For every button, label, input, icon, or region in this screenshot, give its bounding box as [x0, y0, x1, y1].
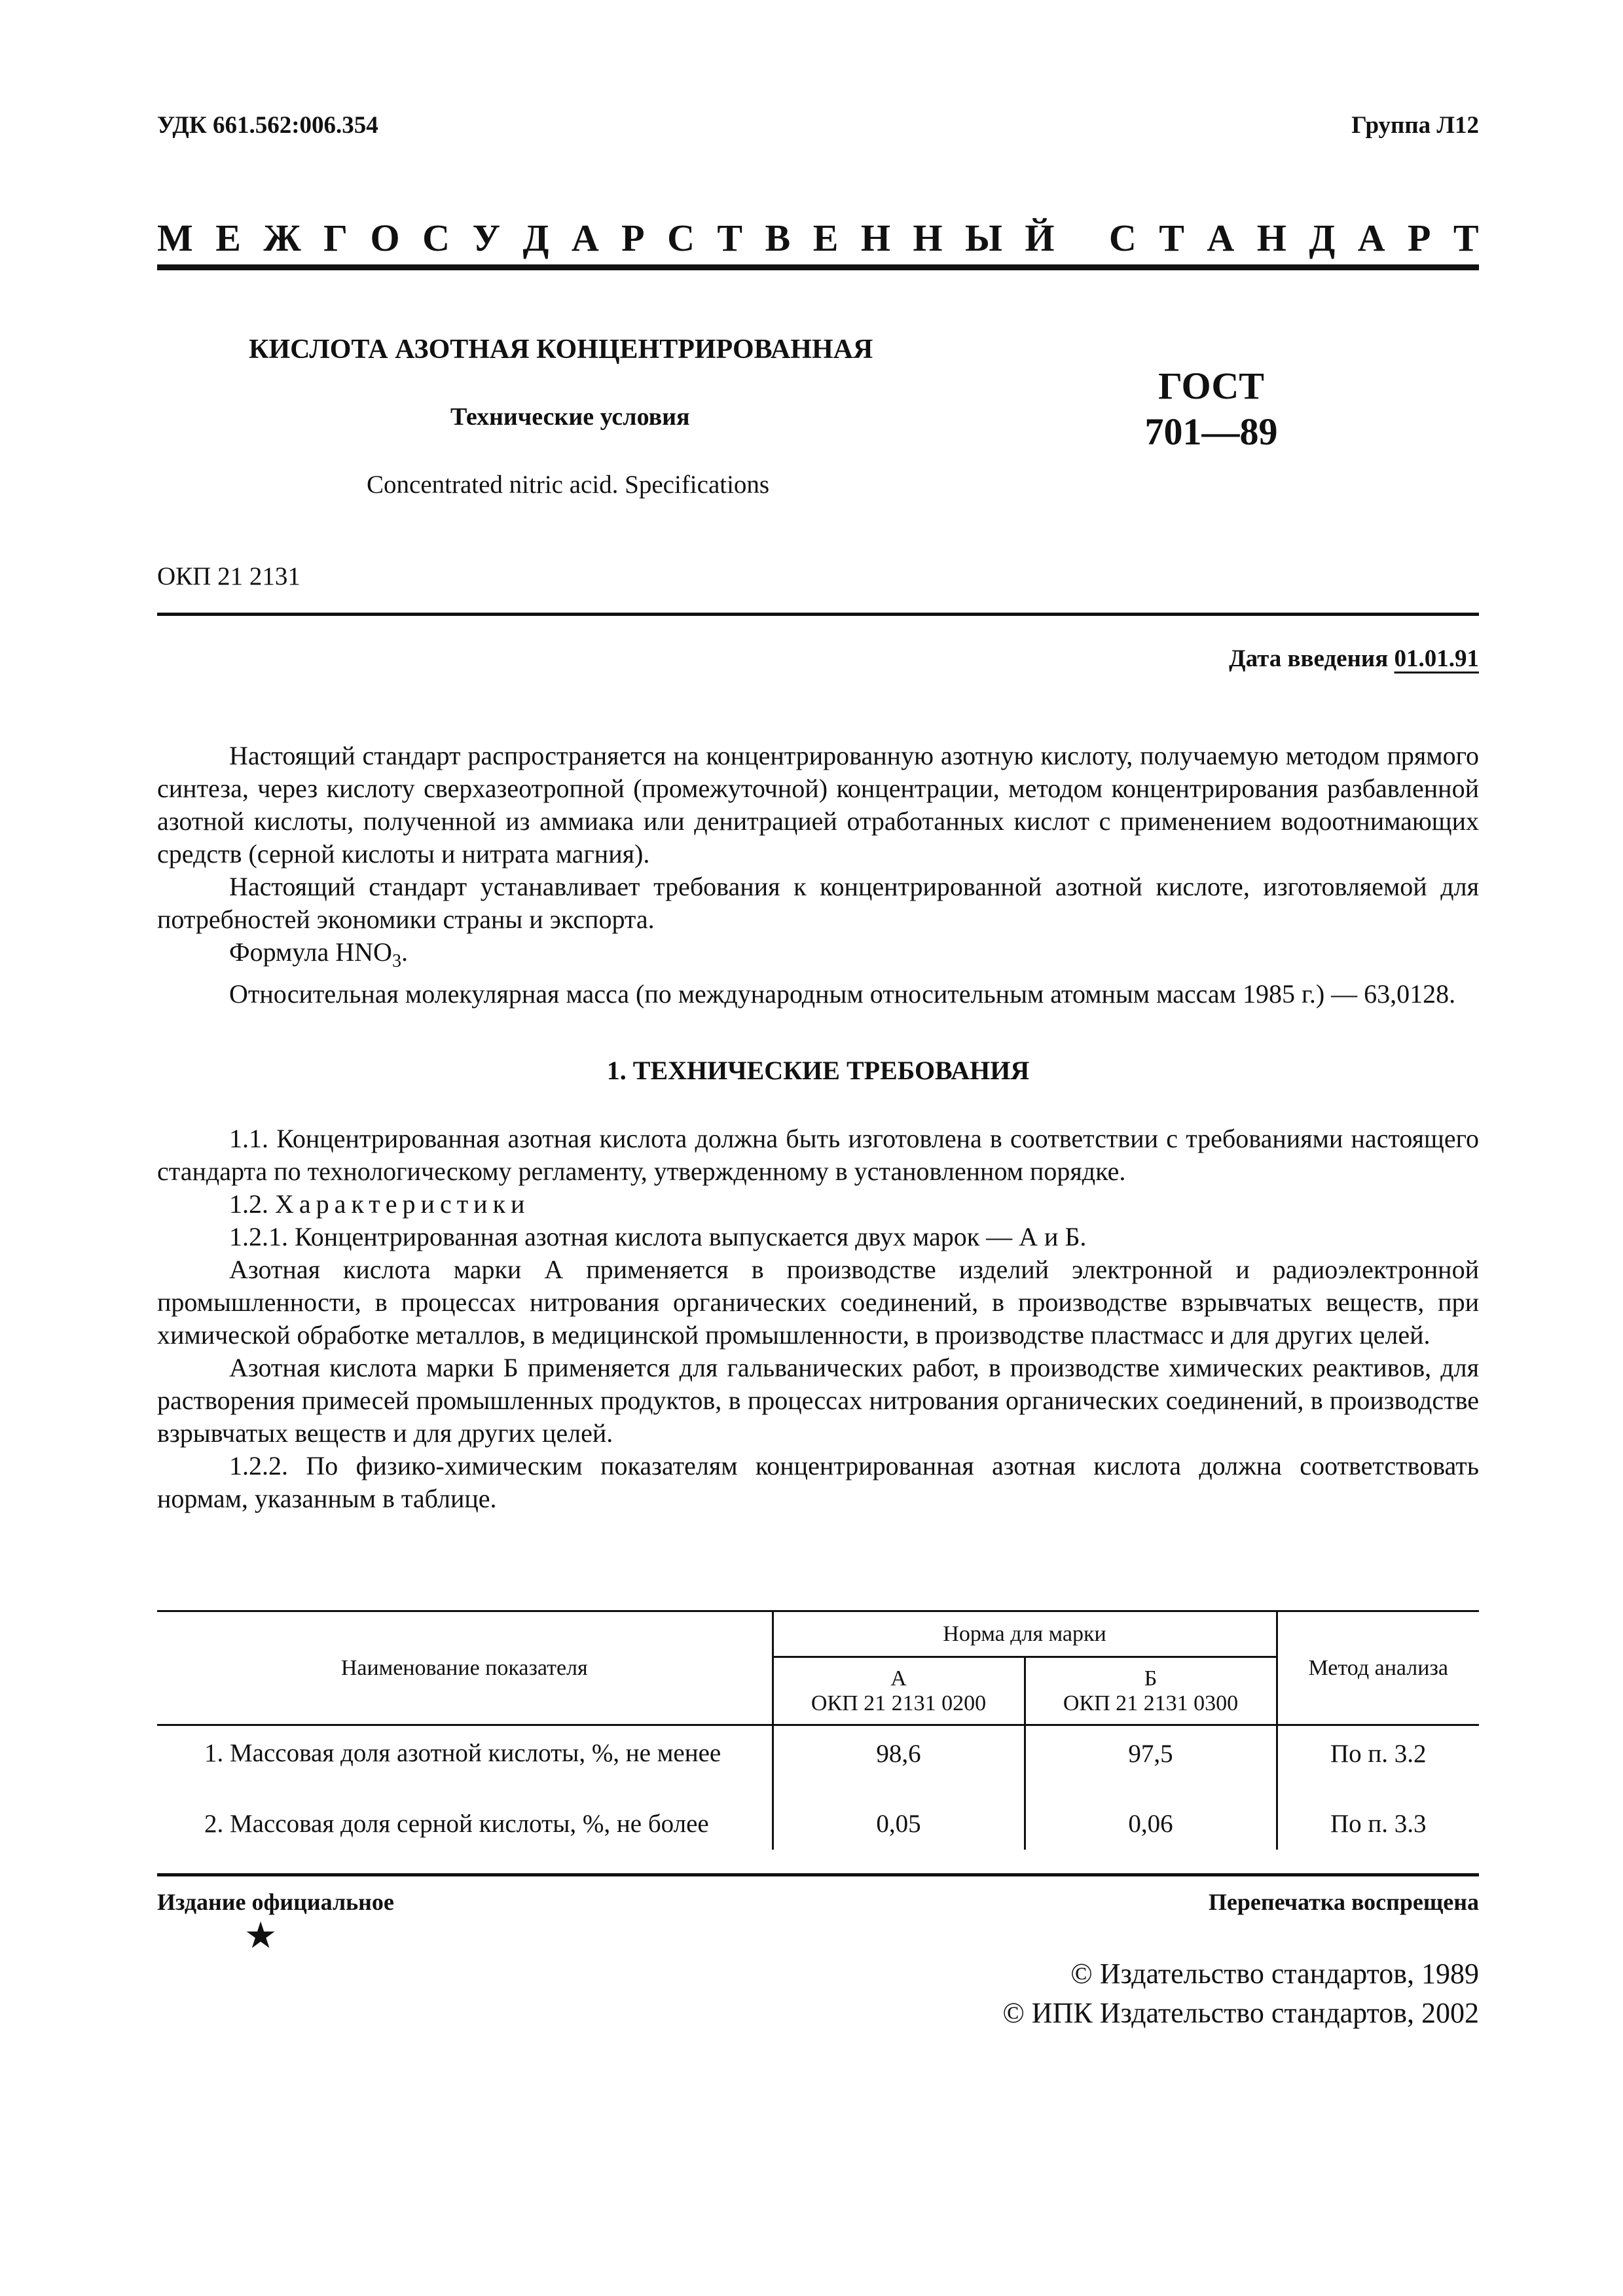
heading-letter: Р	[621, 217, 645, 259]
introduction-date-label: Дата введения	[1229, 645, 1389, 672]
grade-b-label: Б	[1144, 1666, 1158, 1691]
grade-a-okp: ОКП 21 2131 0200	[811, 1691, 987, 1715]
group-code: Группа Л12	[1351, 112, 1479, 139]
molecular-mass-paragraph: Относительная молекулярная масса (по международным относительным атомным массам 1985 г.) — 63,0128.	[229, 979, 1456, 1009]
formula-end: .	[401, 937, 408, 967]
introduction-date	[1229, 645, 1479, 673]
heading-letter: Е	[812, 217, 839, 259]
heading-letter: О	[370, 217, 400, 259]
header-indicator-name: Наименование показателя	[157, 1611, 773, 1725]
heading-letter: Т	[717, 217, 743, 259]
grade-b-okp: ОКП 21 2131 0300	[1063, 1691, 1239, 1715]
table-row	[157, 1725, 1479, 1804]
heading-letter: Д	[1309, 217, 1336, 259]
footer-divider	[157, 1873, 1479, 1876]
formula-line	[157, 936, 1479, 978]
section-1-body	[157, 1122, 1479, 1515]
heading-letter: Р	[1408, 217, 1431, 259]
official-edition-label: Издание официальное	[157, 1889, 394, 1915]
specification-table	[157, 1610, 1479, 1850]
heading-letter: Й	[1025, 217, 1055, 259]
heading-letter: М	[157, 217, 193, 259]
clause-1-2-2: 1.2.2. По физико-химическим показателям концентрированная азотная кислота должна соответствовать нормам, указанным в таблице.	[157, 1451, 1479, 1513]
heading-letter: А	[571, 217, 599, 259]
clause-1-2-title: Характеристики	[275, 1189, 530, 1219]
heading-letter: Г	[323, 217, 348, 259]
introduction-date-value: 01.01.91	[1394, 645, 1479, 672]
intro-section	[157, 740, 1479, 1011]
row-1-grade-b: 97,5	[1025, 1725, 1277, 1804]
table-row	[157, 1804, 1479, 1850]
row-2-grade-a: 0,05	[773, 1804, 1025, 1850]
grade-b-paragraph: Азотная кислота марки Б применяется для гальванических работ, в производстве химических реактивов, для растворения примесей промышленных продуктов, в процессах нитрования органических соединений, в производстве взрывчатых веществ и для других целей.	[157, 1353, 1479, 1448]
okp-code: ОКП 21 2131	[157, 562, 301, 590]
heading-letter: Ж	[263, 217, 301, 259]
heading-letter: В	[765, 217, 791, 259]
intro-paragraph-requirements: Настоящий стандарт устанавливает требования к концентрированной азотной кислоте, изготовляемой для потребностей экономики страны и экспорта.	[157, 872, 1479, 934]
formula-label: Формула HNO	[229, 937, 392, 967]
grade-a-paragraph: Азотная кислота марки А применяется в производстве изделий электронной и радиоэлектронной промышленности, в процессах нитрования органических соединений, в производстве взрывчатых веществ, при химической обработке металлов, в медицинской промышленности, в производстве пластмасс и для других целей.	[157, 1255, 1479, 1350]
heading-letter: А	[1207, 217, 1235, 259]
row-1-grade-a: 98,6	[773, 1725, 1025, 1804]
copyright-2002: © ИПК Издательство стандартов, 2002	[1002, 1997, 1479, 2029]
udk-code: УДК 661.562:006.354	[157, 112, 378, 139]
intro-paragraph-scope: Настоящий стандарт распространяется на концентрированную азотную кислоту, получаемую методом прямого синтеза, через кислоту сверхазеотропной (промежуточной) концентрации, методом концентрирования разбавленной азотной кислоты, полученной из аммиака или денитрацией отработанных кислот с применением водоотнимающих средств (серной кислоты и нитрата магния).	[157, 741, 1479, 869]
header-grade-b	[1025, 1657, 1277, 1725]
header-grade-a	[773, 1657, 1025, 1725]
heading-letter: Е	[215, 217, 241, 259]
gost-designation	[1113, 363, 1309, 454]
table-header-row	[157, 1611, 1479, 1657]
heading-letter: А	[1357, 217, 1385, 259]
standard-type-heading	[157, 216, 1479, 260]
heading-letter: Т	[1159, 217, 1184, 259]
formula-subscript: 3	[392, 951, 401, 971]
heading-letter: Н	[860, 217, 890, 259]
heading-letter: С	[1108, 217, 1137, 259]
header-norm: Норма для марки	[773, 1611, 1277, 1657]
heading-letter: С	[422, 217, 450, 259]
gost-label: ГОСТ	[1158, 365, 1264, 407]
heading-letter	[1077, 216, 1087, 260]
heading-letter: Т	[1453, 217, 1479, 259]
clause-1-1: 1.1. Концентрированная азотная кислота должна быть изготовлена в соответствии с требованиями настоящего стандарта по технологическому регламенту, утвержденному в установленном порядке.	[157, 1124, 1479, 1186]
heading-letter: Н	[913, 217, 943, 259]
row-1-method: По п. 3.2	[1277, 1725, 1479, 1804]
row-2-indicator: 2. Массовая доля серной кислоты, %, не более	[204, 1809, 709, 1838]
star-icon: ★	[244, 1916, 278, 1956]
clause-1-2-number: 1.2.	[229, 1189, 268, 1219]
gost-number: 701—89	[1144, 410, 1278, 453]
header-divider	[157, 264, 1479, 270]
grade-a-label: А	[890, 1666, 907, 1691]
header-method: Метод анализа	[1277, 1611, 1479, 1725]
reprint-prohibited-label: Перепечатка воспрещена	[1208, 1889, 1479, 1915]
clause-1-2	[157, 1188, 1479, 1221]
section-title: 1. ТЕХНИЧЕСКИЕ ТРЕБОВАНИЯ	[606, 1056, 1030, 1085]
heading-letter: Д	[522, 217, 549, 259]
heading-letter: С	[667, 217, 695, 259]
document-subtitle: Технические условия	[450, 403, 690, 431]
row-1-indicator: 1. Массовая доля азотной кислоты, %, не менее	[204, 1739, 721, 1767]
row-2-method: По п. 3.3	[1277, 1804, 1479, 1850]
heading-letter: Н	[1256, 217, 1286, 259]
english-title: Concentrated nitric acid. Specifications	[367, 471, 770, 499]
document-title: КИСЛОТА АЗОТНАЯ КОНЦЕНТРИРОВАННАЯ	[249, 334, 873, 365]
row-2-grade-b: 0,06	[1025, 1804, 1277, 1850]
heading-letter: У	[472, 217, 501, 259]
title-divider	[157, 613, 1479, 616]
copyright-1989: © Издательство стандартов, 1989	[1070, 1958, 1479, 1990]
clause-1-2-1: 1.2.1. Концентрированная азотная кислота выпускается двух марок — А и Б.	[229, 1222, 1087, 1251]
heading-letter: Ы	[964, 217, 1002, 259]
